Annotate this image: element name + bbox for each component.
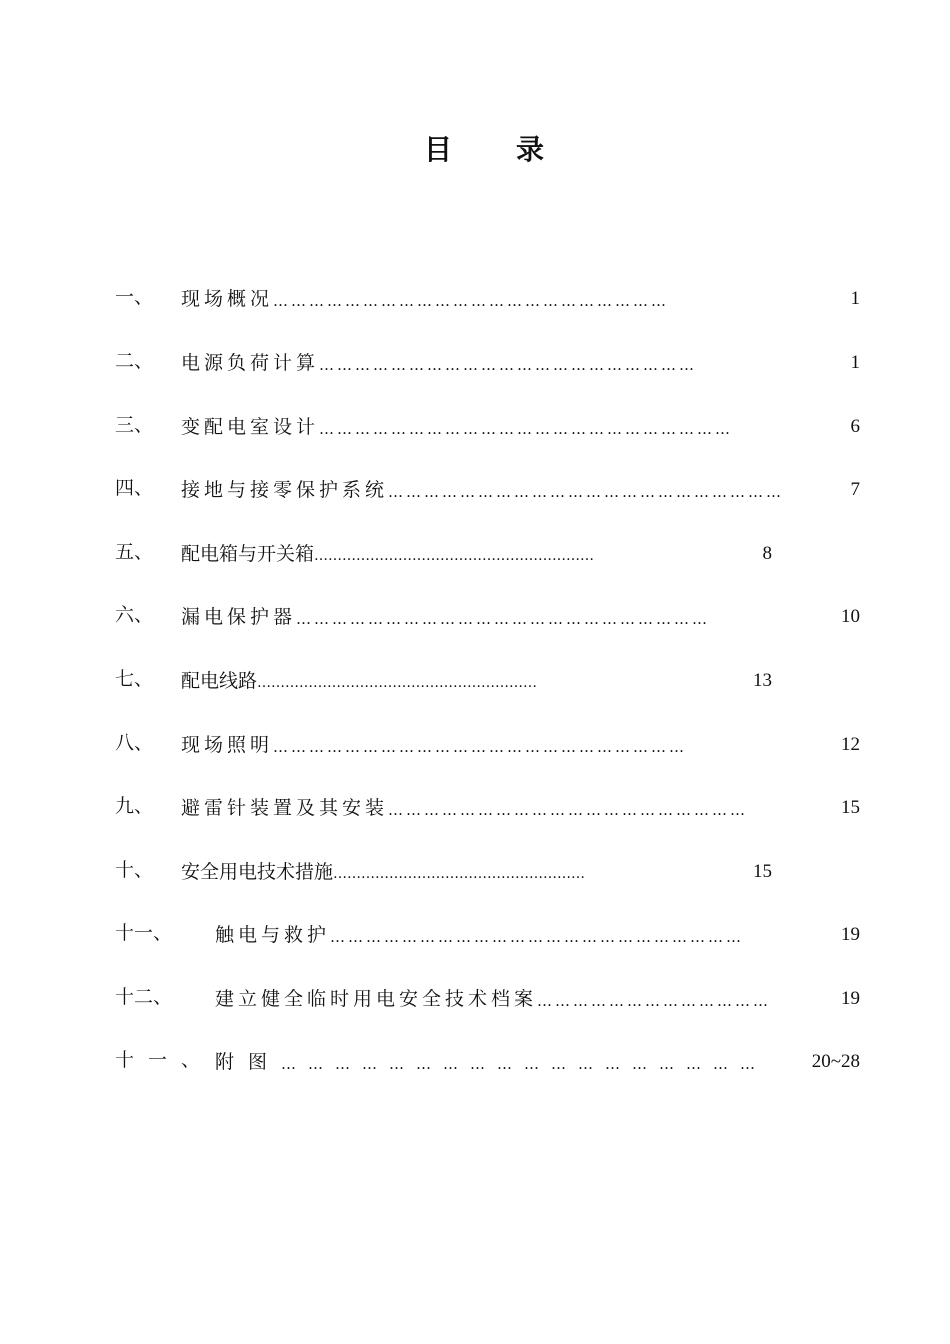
- toc-label: 现场概况: [181, 288, 274, 310]
- toc-number: 三、: [115, 414, 154, 436]
- toc-entry: [115, 344, 860, 378]
- toc-number: 七、: [115, 668, 154, 690]
- toc-entry: [115, 853, 772, 887]
- toc-leader: ……………………………………………………………: [296, 610, 711, 628]
- toc-label: 变配电室设计: [181, 416, 320, 438]
- toc-number: 一、: [115, 286, 154, 308]
- toc-page: 15: [841, 797, 860, 818]
- toc-entry: [115, 471, 860, 505]
- toc-page: 8: [762, 543, 772, 564]
- toc-number: 六、: [115, 604, 154, 626]
- toc-number: 十一、: [115, 1049, 215, 1071]
- toc-entry: [115, 980, 860, 1014]
- toc-leader: …………………………………………………………: [273, 292, 670, 310]
- toc-label: 避雷针装置及其安装: [181, 797, 389, 819]
- toc-number: 十二、: [115, 986, 173, 1008]
- toc-page: 1: [850, 288, 860, 309]
- toc-leader: ……………………………………………………: [314, 548, 595, 564]
- toc-leader: ………………………………………………: [281, 1055, 768, 1073]
- toc-entry: [115, 662, 772, 696]
- toc-leader: ……………………………………………………: [257, 675, 538, 691]
- toc-page: 1: [850, 352, 860, 373]
- toc-page: 7: [850, 479, 860, 500]
- toc-number: 二、: [115, 350, 154, 372]
- toc-leader: ……………………………………………………………: [273, 738, 688, 756]
- toc-number: 八、: [115, 732, 154, 754]
- toc-label: 触电与救护: [215, 924, 331, 946]
- toc-page: 15: [753, 861, 772, 882]
- toc-label: 安全用电技术措施: [181, 861, 334, 883]
- toc-number: 十、: [115, 859, 154, 881]
- toc-number: 五、: [115, 541, 154, 563]
- toc-entry: [115, 916, 860, 950]
- toc-page: 19: [841, 924, 860, 945]
- toc-entry: [115, 535, 772, 569]
- toc-leader: …………………………………: [537, 992, 772, 1010]
- toc-page: 6: [850, 416, 860, 437]
- toc-label: 建立健全临时用电安全技术档案: [215, 988, 538, 1010]
- toc-label: 配电箱与开关箱: [181, 543, 315, 565]
- page-title: [0, 128, 950, 172]
- toc-leader: ………………………………………………………: [319, 356, 698, 374]
- toc-number: 九、: [115, 795, 154, 817]
- toc-entry: [115, 1043, 860, 1077]
- toc-leader: …………………………………………………………: [388, 483, 785, 501]
- toc-leader: ……………………………………………………: [388, 801, 749, 819]
- toc-page: 20~28: [811, 1051, 860, 1072]
- toc-page: 19: [841, 988, 860, 1009]
- toc-entry: [115, 726, 860, 760]
- toc-label: 漏电保护器: [181, 606, 297, 628]
- toc-entry: [115, 598, 860, 632]
- toc-label: 配电线路: [181, 670, 258, 692]
- toc-entry: [115, 280, 860, 314]
- toc-leader: ………………………………………………: [333, 866, 586, 882]
- toc-page: 12: [841, 734, 860, 755]
- toc-leader: ……………………………………………………………: [319, 420, 734, 438]
- toc-label: 接地与接零保护系统: [181, 479, 389, 501]
- toc-page: 10: [841, 606, 860, 627]
- title-char-1: 目: [423, 133, 454, 166]
- toc-leader: ……………………………………………………………: [330, 928, 745, 946]
- toc-entry: [115, 408, 860, 442]
- toc-page: 13: [753, 670, 772, 691]
- title-char-2: 录: [516, 133, 547, 166]
- toc-number: 十一、: [115, 922, 173, 944]
- toc-label: 附图: [215, 1051, 282, 1073]
- toc-number: 四、: [115, 477, 154, 499]
- toc-label: 现场照明: [181, 734, 274, 756]
- toc-entry: [115, 789, 860, 823]
- toc-label: 电源负荷计算: [181, 352, 320, 374]
